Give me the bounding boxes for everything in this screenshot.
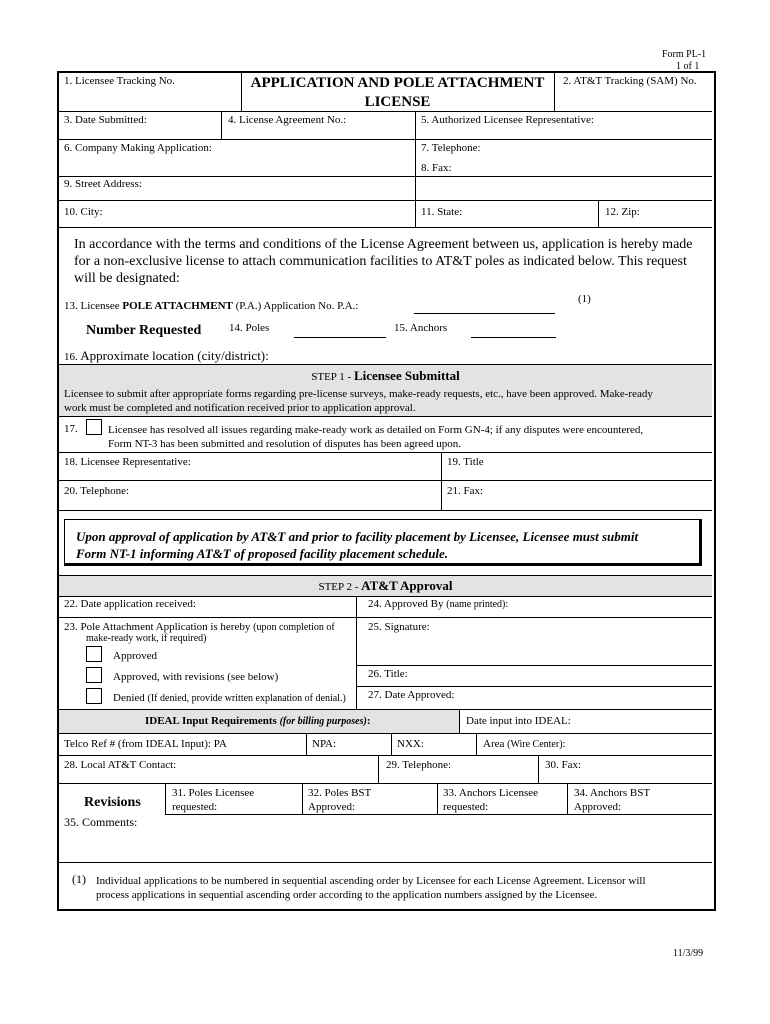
form-title xyxy=(241,74,554,112)
form-number: Form PL-1 xyxy=(662,49,707,60)
comments-field[interactable]: 35. Comments: xyxy=(64,815,138,829)
footnote-text xyxy=(96,874,646,902)
anchors-label: 15. Anchors xyxy=(394,322,448,334)
fax-field[interactable]: 8. Fax: xyxy=(421,162,452,174)
approved-by-label: 24. Approved By xyxy=(368,598,447,610)
licensee-tracking-label: 1. Licensee Tracking No. xyxy=(64,75,175,87)
att-tracking-label: 2. AT&T Tracking (SAM) No. xyxy=(563,75,697,87)
approval-statement-c: make-ready work, if required) xyxy=(86,633,207,644)
location-field[interactable] xyxy=(64,349,269,364)
area-field[interactable] xyxy=(483,738,566,751)
licensee-rep-field[interactable]: 18. Licensee Representative: xyxy=(64,456,191,468)
pa-footnote-ref: (1) xyxy=(578,293,591,305)
footnote-line2: process applications in sequential ascending order according to the application numbers assigned by the Licensee. xyxy=(96,889,598,901)
authorized-rep-field[interactable]: 5. Authorized Licensee Representative: xyxy=(421,114,594,126)
intro-line1: In accordance with the terms and conditions of the License Agreement between us, application is hereby made xyxy=(74,237,693,252)
contact-telephone-field[interactable]: 29. Telephone: xyxy=(386,759,452,771)
form-title-line2: LICENSE xyxy=(364,94,431,110)
telco-ref-field[interactable]: Telco Ref # (from IDEAL Input): PA xyxy=(64,738,227,750)
intro-paragraph xyxy=(74,236,693,287)
f34-line2: Approved: xyxy=(574,801,622,813)
footnote-ref: (1) xyxy=(72,872,86,886)
date-approved-field[interactable]: 27. Date Approved: xyxy=(368,689,455,701)
pa-application-label xyxy=(64,300,358,313)
poles-bst-approved-field[interactable] xyxy=(308,786,371,814)
f33-line2: requested: xyxy=(443,801,489,813)
step1-desc-line2: work must be completed and notification received prior to application approval. xyxy=(64,402,416,414)
approved-option-label: Approved xyxy=(113,650,157,662)
approved-revisions-label: Approved, with revisions (see below) xyxy=(113,671,279,683)
ideal-label-b: (for billing purposes) xyxy=(279,716,367,727)
item17-line1: Licensee has resolved all issues regarding make-ready work as detailed on Form GN-4; if any disputes were encountered, xyxy=(108,424,644,436)
city-field[interactable]: 10. City: xyxy=(64,206,103,218)
pa-suffix: (P.A.) Application No. P.A.: xyxy=(232,300,359,312)
licensee-telephone-field[interactable]: 20. Telephone: xyxy=(64,485,130,497)
f33-line1: 33. Anchors Licensee xyxy=(443,787,538,799)
area-colon: : xyxy=(562,738,566,750)
f34-line1: 34. Anchors BST xyxy=(574,787,651,799)
number-requested-label: Number Requested xyxy=(86,323,202,338)
item17-text xyxy=(108,423,643,451)
step2-title: AT&T Approval xyxy=(361,578,453,593)
poles-licensee-requested-field[interactable] xyxy=(172,786,254,814)
signature-field[interactable]: 25. Signature: xyxy=(368,621,430,633)
approved-by-field[interactable] xyxy=(368,598,508,611)
npa-field[interactable]: NPA: xyxy=(312,738,337,750)
approved-checkbox[interactable] xyxy=(86,646,102,662)
title-field[interactable]: 19. Title xyxy=(447,456,484,468)
notice-line2: Form NT-1 informing AT&T of proposed facility placement schedule. xyxy=(76,546,449,561)
step1-prefix: STEP 1 - xyxy=(311,371,354,383)
revisions-label: Revisions xyxy=(84,795,141,810)
approval-statement-a: 23. Pole Attachment Application is hereby xyxy=(64,621,254,633)
approver-title-field[interactable]: 26. Title: xyxy=(368,668,408,680)
approval-notice-text xyxy=(76,528,638,562)
ideal-label-a: IDEAL Input Requirements xyxy=(145,715,280,727)
notice-line1: Upon approval of application by AT&T and prior to facility placement by Licensee, Licensee must submit xyxy=(76,529,639,544)
pa-application-input[interactable] xyxy=(414,313,555,314)
location-label: Approximate location (city/district): xyxy=(80,348,269,363)
denied-checkbox[interactable] xyxy=(86,688,102,704)
approved-by-note: (name printed): xyxy=(446,599,509,610)
location-num: 16. xyxy=(64,351,78,363)
ideal-requirements-label xyxy=(145,715,370,728)
anchors-input[interactable] xyxy=(471,337,556,338)
step1-desc-line1: Licensee to submit after appropriate forms regarding pre-license surveys, make-ready requests, etc., have been approved. Make-ready xyxy=(64,388,653,400)
approval-statement-b: (upon completion of xyxy=(253,622,335,633)
local-contact-field[interactable]: 28. Local AT&T Contact: xyxy=(64,759,177,771)
step2-header xyxy=(59,578,712,594)
anchors-bst-approved-field[interactable] xyxy=(574,786,650,814)
item17-line2: Form NT-3 has been submitted and resolution of disputes has been agreed upon. xyxy=(108,438,462,450)
zip-field[interactable]: 12. Zip: xyxy=(605,206,640,218)
f31-line2: requested: xyxy=(172,801,218,813)
denied-note: (If denied, provide written explanation of denial.) xyxy=(147,693,346,704)
area-note: (Wire Center) xyxy=(507,739,563,750)
f32-line1: 32. Poles BST xyxy=(308,787,372,799)
area-label: Area xyxy=(483,738,508,750)
pa-bold: POLE ATTACHMENT xyxy=(122,300,233,312)
telephone-field[interactable]: 7. Telephone: xyxy=(421,142,481,154)
step1-title: Licensee Submittal xyxy=(353,368,460,383)
make-ready-checkbox[interactable] xyxy=(86,419,102,435)
poles-input[interactable] xyxy=(294,337,386,338)
poles-label: 14. Poles xyxy=(229,322,270,334)
ideal-label-c: : xyxy=(366,715,371,727)
approval-statement xyxy=(64,621,335,634)
approved-revisions-checkbox[interactable] xyxy=(86,667,102,683)
licensee-fax-field[interactable]: 21. Fax: xyxy=(447,485,484,497)
revision-date: 11/3/99 xyxy=(673,948,704,959)
step1-description xyxy=(64,387,653,415)
footnote-line1: Individual applications to be numbered in sequential ascending order by Licensee for each License Agreement. Licensor will xyxy=(96,875,646,887)
denied-option-label xyxy=(113,692,346,705)
intro-line3: will be designated: xyxy=(74,271,180,286)
item17-num: 17. xyxy=(64,423,78,435)
f31-line1: 31. Poles Licensee xyxy=(172,787,255,799)
page-number: 1 of 1 xyxy=(676,61,700,72)
intro-line2: for a non-exclusive license to attach communication facilities to AT&T poles as indicated below. This request xyxy=(74,254,687,269)
company-field[interactable]: 6. Company Making Application: xyxy=(64,142,212,154)
license-agreement-field[interactable]: 4. License Agreement No.: xyxy=(228,114,347,126)
nxx-field[interactable]: NXX: xyxy=(397,738,424,750)
anchors-licensee-requested-field[interactable] xyxy=(443,786,538,814)
f32-line2: Approved: xyxy=(308,801,356,813)
step1-header xyxy=(59,368,712,384)
street-address-field[interactable]: 9. Street Address: xyxy=(64,178,142,190)
denied-label: Denied xyxy=(113,692,148,704)
form-frame xyxy=(57,71,716,911)
pa-prefix: 13. Licensee xyxy=(64,300,123,312)
date-submitted-field[interactable]: 3. Date Submitted: xyxy=(64,114,147,126)
state-field[interactable]: 11. State: xyxy=(421,206,463,218)
ideal-date-field[interactable]: Date input into IDEAL: xyxy=(466,715,571,727)
contact-fax-field[interactable]: 30. Fax: xyxy=(545,759,582,771)
step2-prefix: STEP 2 - xyxy=(318,581,362,593)
date-received-field[interactable]: 22. Date application received: xyxy=(64,598,196,610)
form-title-line1: APPLICATION AND POLE ATTACHMENT xyxy=(250,75,545,91)
